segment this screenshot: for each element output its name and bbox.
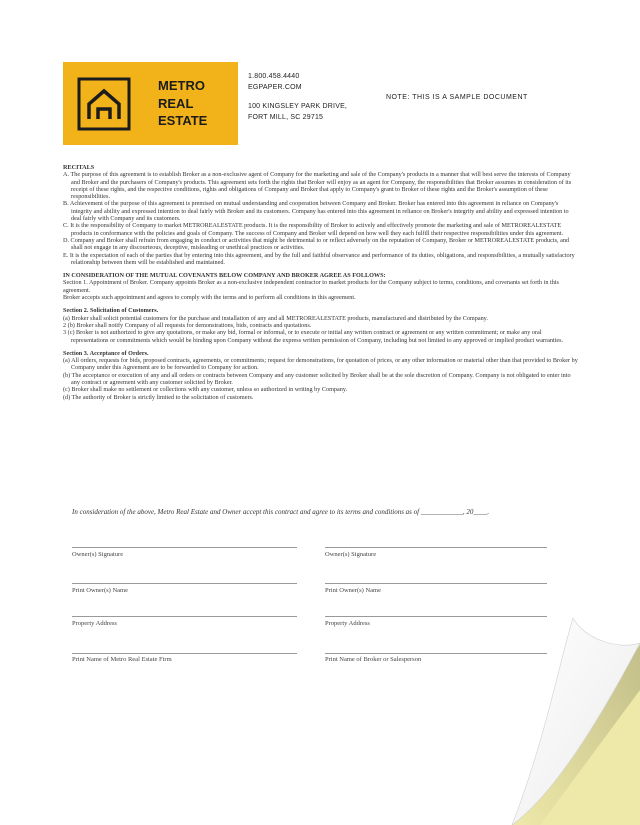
address-line-2: FORT MILL, SC 29715 — [248, 114, 324, 121]
broker-name-label: Print Name of Broker or Salesperson — [325, 656, 422, 663]
print-name-line[interactable] — [72, 583, 297, 584]
property-address-line[interactable] — [325, 616, 547, 617]
section-3-b: (b) The acceptance or execution of any and all orders or contracts between Company and any customer solicited by Broker shall be at the sole discretion of Company. Company is not obligated to enter into any contract or agreement with any customer solicited by Broker. — [63, 371, 571, 387]
recital-e: E. It is the expectation of each of the parties that by entering into this agreement, and by the full and faithful observance and performance of its duties, obligations, and responsibilities, a mutually satisfactory relationship between them will be established and maintained. — [63, 251, 575, 266]
section-2-c: 3 (c) Broker is not authorized to give any quotations, or make any bid, formal or informal, or to execute or initial any written contract or agreement or any written commitment; or make any oral representations or commitments which would be binding upon Company without the express written permission of Company, including but not limited to any approved or implied product warranties. — [63, 329, 564, 344]
recitals-heading: RECITALS — [63, 164, 95, 171]
logo-line-1: METRO — [158, 78, 205, 93]
firm-name-label: Print Name of Metro Real Estate Firm — [72, 656, 172, 663]
closing-statement: In consideration of the above, Metro Real Estate and Owner accept this contract and agree to its terms and conditions as of ____________, 20____. — [72, 508, 490, 516]
left-print-name-label: Print Owner(s) Name — [72, 587, 128, 594]
house-icon — [77, 77, 131, 131]
recital-d: D. Company and Broker shall refrain from engaging in conduct or activities that might be detrimental to or reflect adversely on the reputation of Company, Broker or METROREALESTATE products, and shall not engage in any discourteous, deceptive, misleading or unethical practices or activities. — [63, 236, 570, 252]
right-property-address-label: Property Address — [325, 620, 370, 627]
section-3-a: (a) All orders, requests for bids, proposed contracts, agreements, or commitments; request for demonstrations, for quotation of prices, or any other information or material other than that provided to Broker by Company under this Agreement are to be forwarded to Company for action. — [63, 357, 578, 372]
sample-note: NOTE: THIS IS A SAMPLE DOCUMENT — [386, 94, 528, 101]
logo — [63, 62, 238, 145]
section-2-a: (a) Broker shall solicit potential customers for the purchase and installation of any and all METROREALESTATE products, manufactured and distributed by the Company. — [63, 314, 488, 322]
section-3-d: (d) The authority of Broker is strictly limited to the solicitation of customers. — [63, 393, 254, 401]
recital-a: A. The purpose of this agreement is to establish Broker as a non-exclusive agent of Company for the marketing and sale of the Company's products in a manner that will best serve the interests of Company and Broker and the purchasers of Company's products. This agreement sets forth the rights that Broker will enjoy as an agent for Company, the responsibilities that Broker assumes in consideration of its receipt of these rights, and the respective conditions, rights and obligations of Company and Broker that apply to Company's grant to Broker of these rights and the Broker's assumption of these responsibilities. — [63, 171, 572, 201]
covenants-heading: IN CONSIDERATION OF THE MUTUAL COVENANTS BELOW COMPANY AND BROKER AGREE AS FOLLOWS: — [63, 272, 386, 280]
section-1-text: Section 1. Appointment of Broker. Company appoints Broker as a non-exclusive independent contractor to market products for the Company subject to terms, conditions, and covenants set forth in this agreement. — [63, 279, 559, 294]
section-3-heading: Section 3. Acceptance of Orders. — [63, 349, 149, 357]
broker-name-line[interactable] — [325, 653, 547, 654]
property-address-line[interactable] — [72, 616, 297, 617]
phone-number: 1.800.458.4440 — [248, 73, 300, 80]
signature-line[interactable] — [325, 547, 547, 548]
recital-c: C. It is the responsibility of Company to market METROREALESTATE products. It is the responsibility of Broker to actively and effectively promote the marketing and sale of METROREALESTATE products in conformance with the policies and goals of Company. The success of Company and Broker will depend on how well they each fulfill their respective responsibilities under this agreement. — [63, 222, 564, 237]
firm-name-line[interactable] — [72, 653, 297, 654]
section-2-b: 2 (b) Broker shall notify Company of all requests for demonstrations, bids, contracts and quotations. — [63, 321, 312, 329]
section-1-acceptance: Broker accepts such appointment and agrees to comply with the terms and to perform all conditions in this agreement. — [63, 294, 356, 302]
print-name-line[interactable] — [325, 583, 547, 584]
agreement-body — [63, 164, 578, 401]
section-3-c: (c) Broker shall make no settlement or collections with any customer, unless so authorized in writing by Company. — [63, 386, 348, 394]
logo-wordmark — [158, 77, 207, 130]
section-2-heading: Section 2. Solicitation of Customers. — [63, 307, 159, 315]
logo-line-2: REAL — [158, 95, 194, 111]
right-print-name-label: Print Owner(s) Name — [325, 587, 381, 594]
logo-line-3: ESTATE — [158, 113, 208, 128]
contact-block — [248, 71, 347, 123]
recital-b: B. Achievement of the purpose of this agreement is premised on mutual understanding and cooperation between Company and Broker. Broker has entered into this agreement in reliance on Company's integrity and ability and expressed intention to deal fairly with Broker and its customers. Company has entered into this agreement in reliance on Broker's integrity and ability and expressed intention to deal fairly with Company and its customers. — [63, 200, 569, 223]
right-signature-label: Owner(s) Signature — [325, 551, 377, 558]
signature-line[interactable] — [72, 547, 297, 548]
address-line-1: 100 KINGSLEY PARK DRIVE, — [248, 103, 348, 110]
left-property-address-label: Property Address — [72, 620, 117, 627]
website: EGPAPER.COM — [248, 84, 302, 91]
left-signature-label: Owner(s) Signature — [72, 551, 124, 558]
